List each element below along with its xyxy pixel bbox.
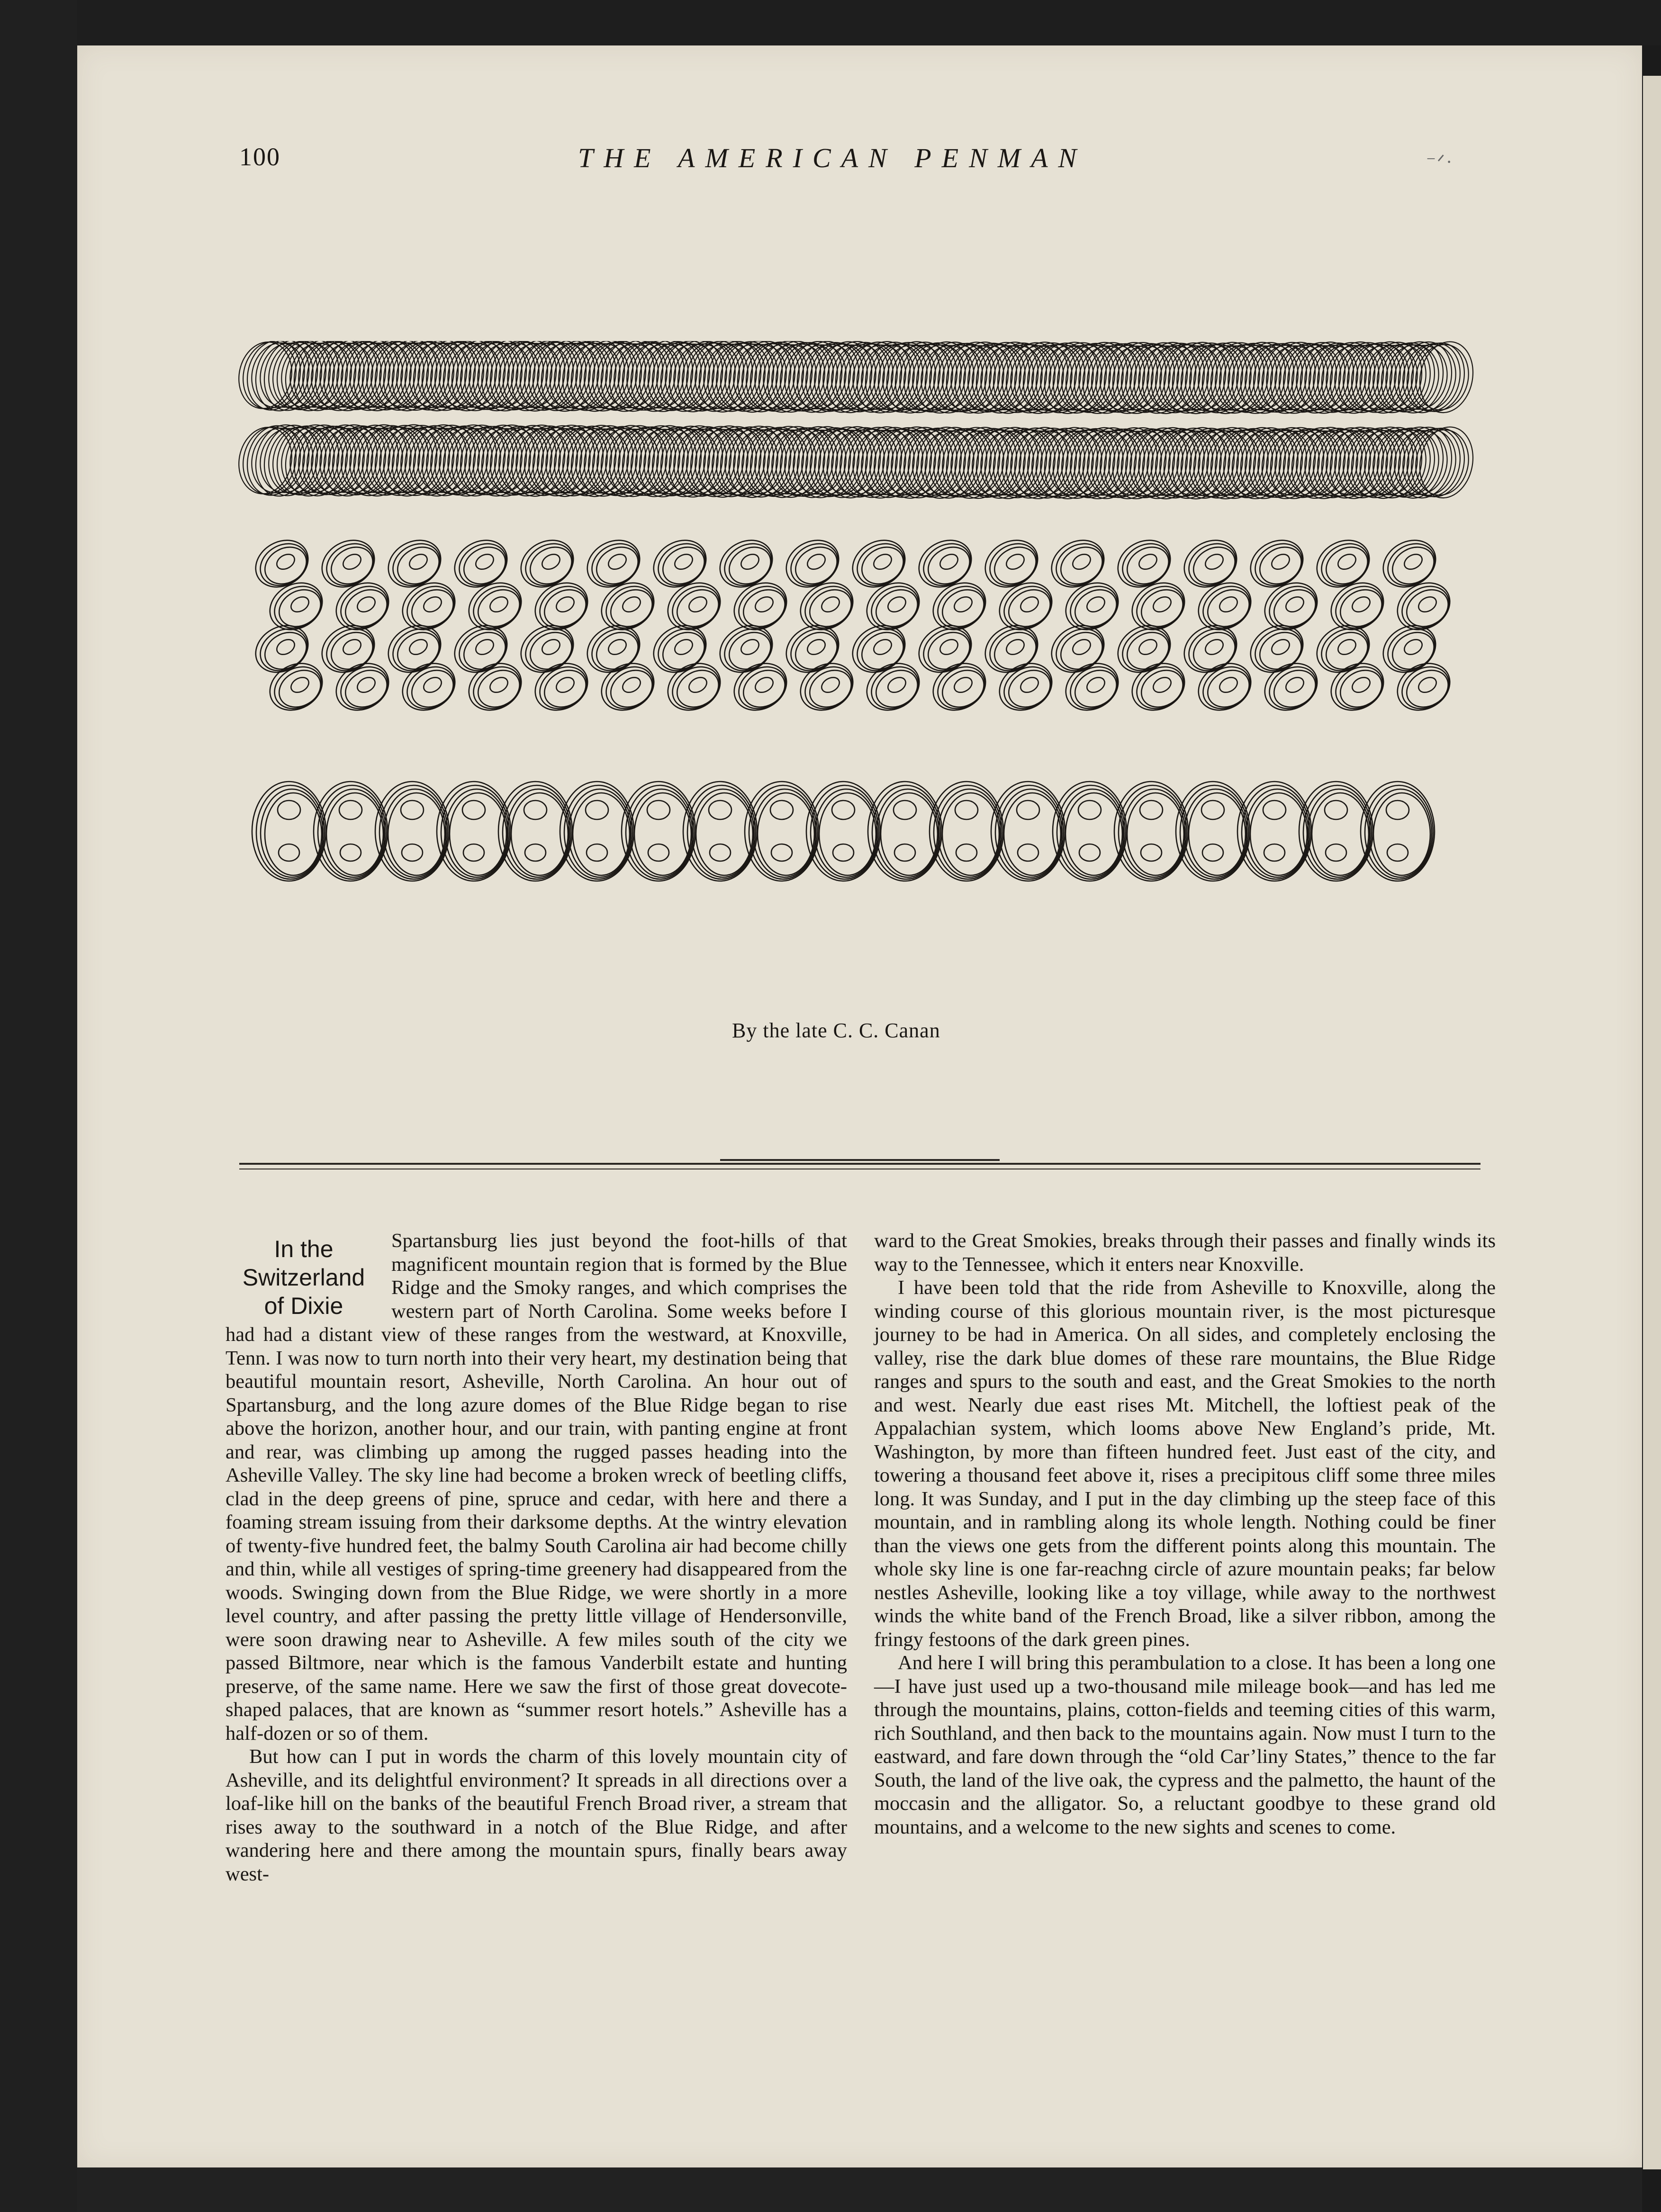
compact-oval-band-top — [237, 341, 1478, 419]
running-title: THE AMERICAN PENMAN — [578, 143, 1087, 173]
side-heading-line: Switzerland — [242, 1264, 365, 1291]
scan-top-border — [0, 0, 1661, 45]
scan-bottom-border — [77, 2167, 1642, 2212]
compact-oval-band-bottom — [237, 420, 1478, 504]
page-number: 100 — [239, 143, 280, 171]
staggered-oval-rows — [247, 531, 1458, 719]
paragraph: And here I will bring this perambulation to a close. It has been a long one—I have just used up a two-thousand mile mileage book—and has led me through the mountains, plains, cotton-fields and teeming cities of this warm, rich Southland, and then back to the mountains again. Now must I turn to the eastward, and fare down through the “old Car’liny States,” thence to the far South, the land of the live oak, the cypress and the palmetto, the haunt of the moccasin and the alligator. So, a reluctant goodbye to these grand old mountains, and a welcome to the new sights and scenes to come. — [874, 1652, 1496, 1838]
scan-left-border — [0, 0, 77, 2212]
divider-accent — [720, 1159, 1000, 1161]
adjacent-page-edge — [1643, 76, 1661, 2169]
side-heading-line: In the — [274, 1236, 334, 1262]
article-column-left — [226, 1229, 847, 1886]
ovals-pen-drill-icon — [237, 341, 1478, 995]
interlaced-oval-row — [252, 782, 1435, 881]
paragraph: ward to the Great Smokies, breaks through their passes and finally winds its way to the Tennessee, which it enters near Knoxville. — [874, 1230, 1496, 1276]
article-column-right — [874, 1229, 1496, 1839]
paragraph: I have been told that the ride from Asheville to Knoxville, along the winding course of this glorious mountain river, is the most picturesque journey to be had in America. On all sides, and completely enclosing the valley, rise the dark blue domes of these rare mountains, the Blue Ridge ranges and spurs to the south and east, and the Great Smokies to the north and west. Nearly due east rises Mt. Mitchell, the loftiest peak of the Appalachian system, which looms above New England’s pride, Mt. Washington, by more than fifteen hundred feet. Just east of the city, and towering a thousand feet above it, rises a precipitous cliff some three miles long. It was Sunday, and I put in the day climbing up the steep face of this mountain, and in rambling along its whole length. Nothing could be finer than the views one gets from the different points along this mountain. The whole sky line is one far-reachng circle of azure mountain peaks; far below nestles Asheville, looking like a toy village, while away to the northwest winds the white band of the French Broad, like a silver ribbon, among the fringy festoons of the dark green pines. — [874, 1277, 1496, 1651]
illustration-credit: By the late C. C. Canan — [732, 1019, 940, 1042]
side-heading — [226, 1235, 382, 1320]
divider-rule — [239, 1163, 1480, 1165]
side-heading-line: of Dixie — [264, 1293, 343, 1319]
paragraph: But how can I put in words the charm of this lovely mountain city of Asheville, and its delightful environment? It spreads in all directions over a loaf-like hill on the banks of the beautiful French Broad river, a stream that rises away to the southward in a notch of the Blue Ridge, and after wandering here and there among the mountain spurs, finally bears away west- — [226, 1745, 847, 1885]
margin-mark: ⁻ᐟ· — [1426, 151, 1453, 172]
paragraph: Spartansburg lies just beyond the foot-hills of that magnificent mountain region that is formed by the Blue Ridge and the Smoky ranges, and which comprises the western part of North Carolina. Some weeks before I had had a distant view of these ranges from the westward, at Knoxville, Tenn. I was now to turn north into their very heart, my destination being that beautiful mountain resort, Asheville, North Carolina. An hour out of Spartansburg, and the long azure domes of the Blue Ridge began to rise above the horizon, another hour, and our train, with panting engine at front and rear, was climbing up among the rugged passes heading into the Asheville Valley. The sky line had become a broken wreck of beetling cliffs, clad in the deep greens of pine, spruce and cedar, with here and there a foaming stream issuing from their darksome depths. At the wintry elevation of twenty-five hundred feet, the balmy South Carolina air had become chilly and thin, while all vestiges of spring-time greenery had disappeared from the woods. Swinging down from the Blue Ridge, we were shortly in a more level country, and after passing the pretty little village of Hendersonville, were soon drawing near to Asheville. A few miles south of the city we passed Biltmore, near which is the famous Vanderbilt estate and hunting preserve, of the same name. Here we saw the first of those great dovecote-shaped palaces, that are known as “summer resort hotels.” Asheville has a half-dozen or so of them. — [226, 1230, 847, 1744]
